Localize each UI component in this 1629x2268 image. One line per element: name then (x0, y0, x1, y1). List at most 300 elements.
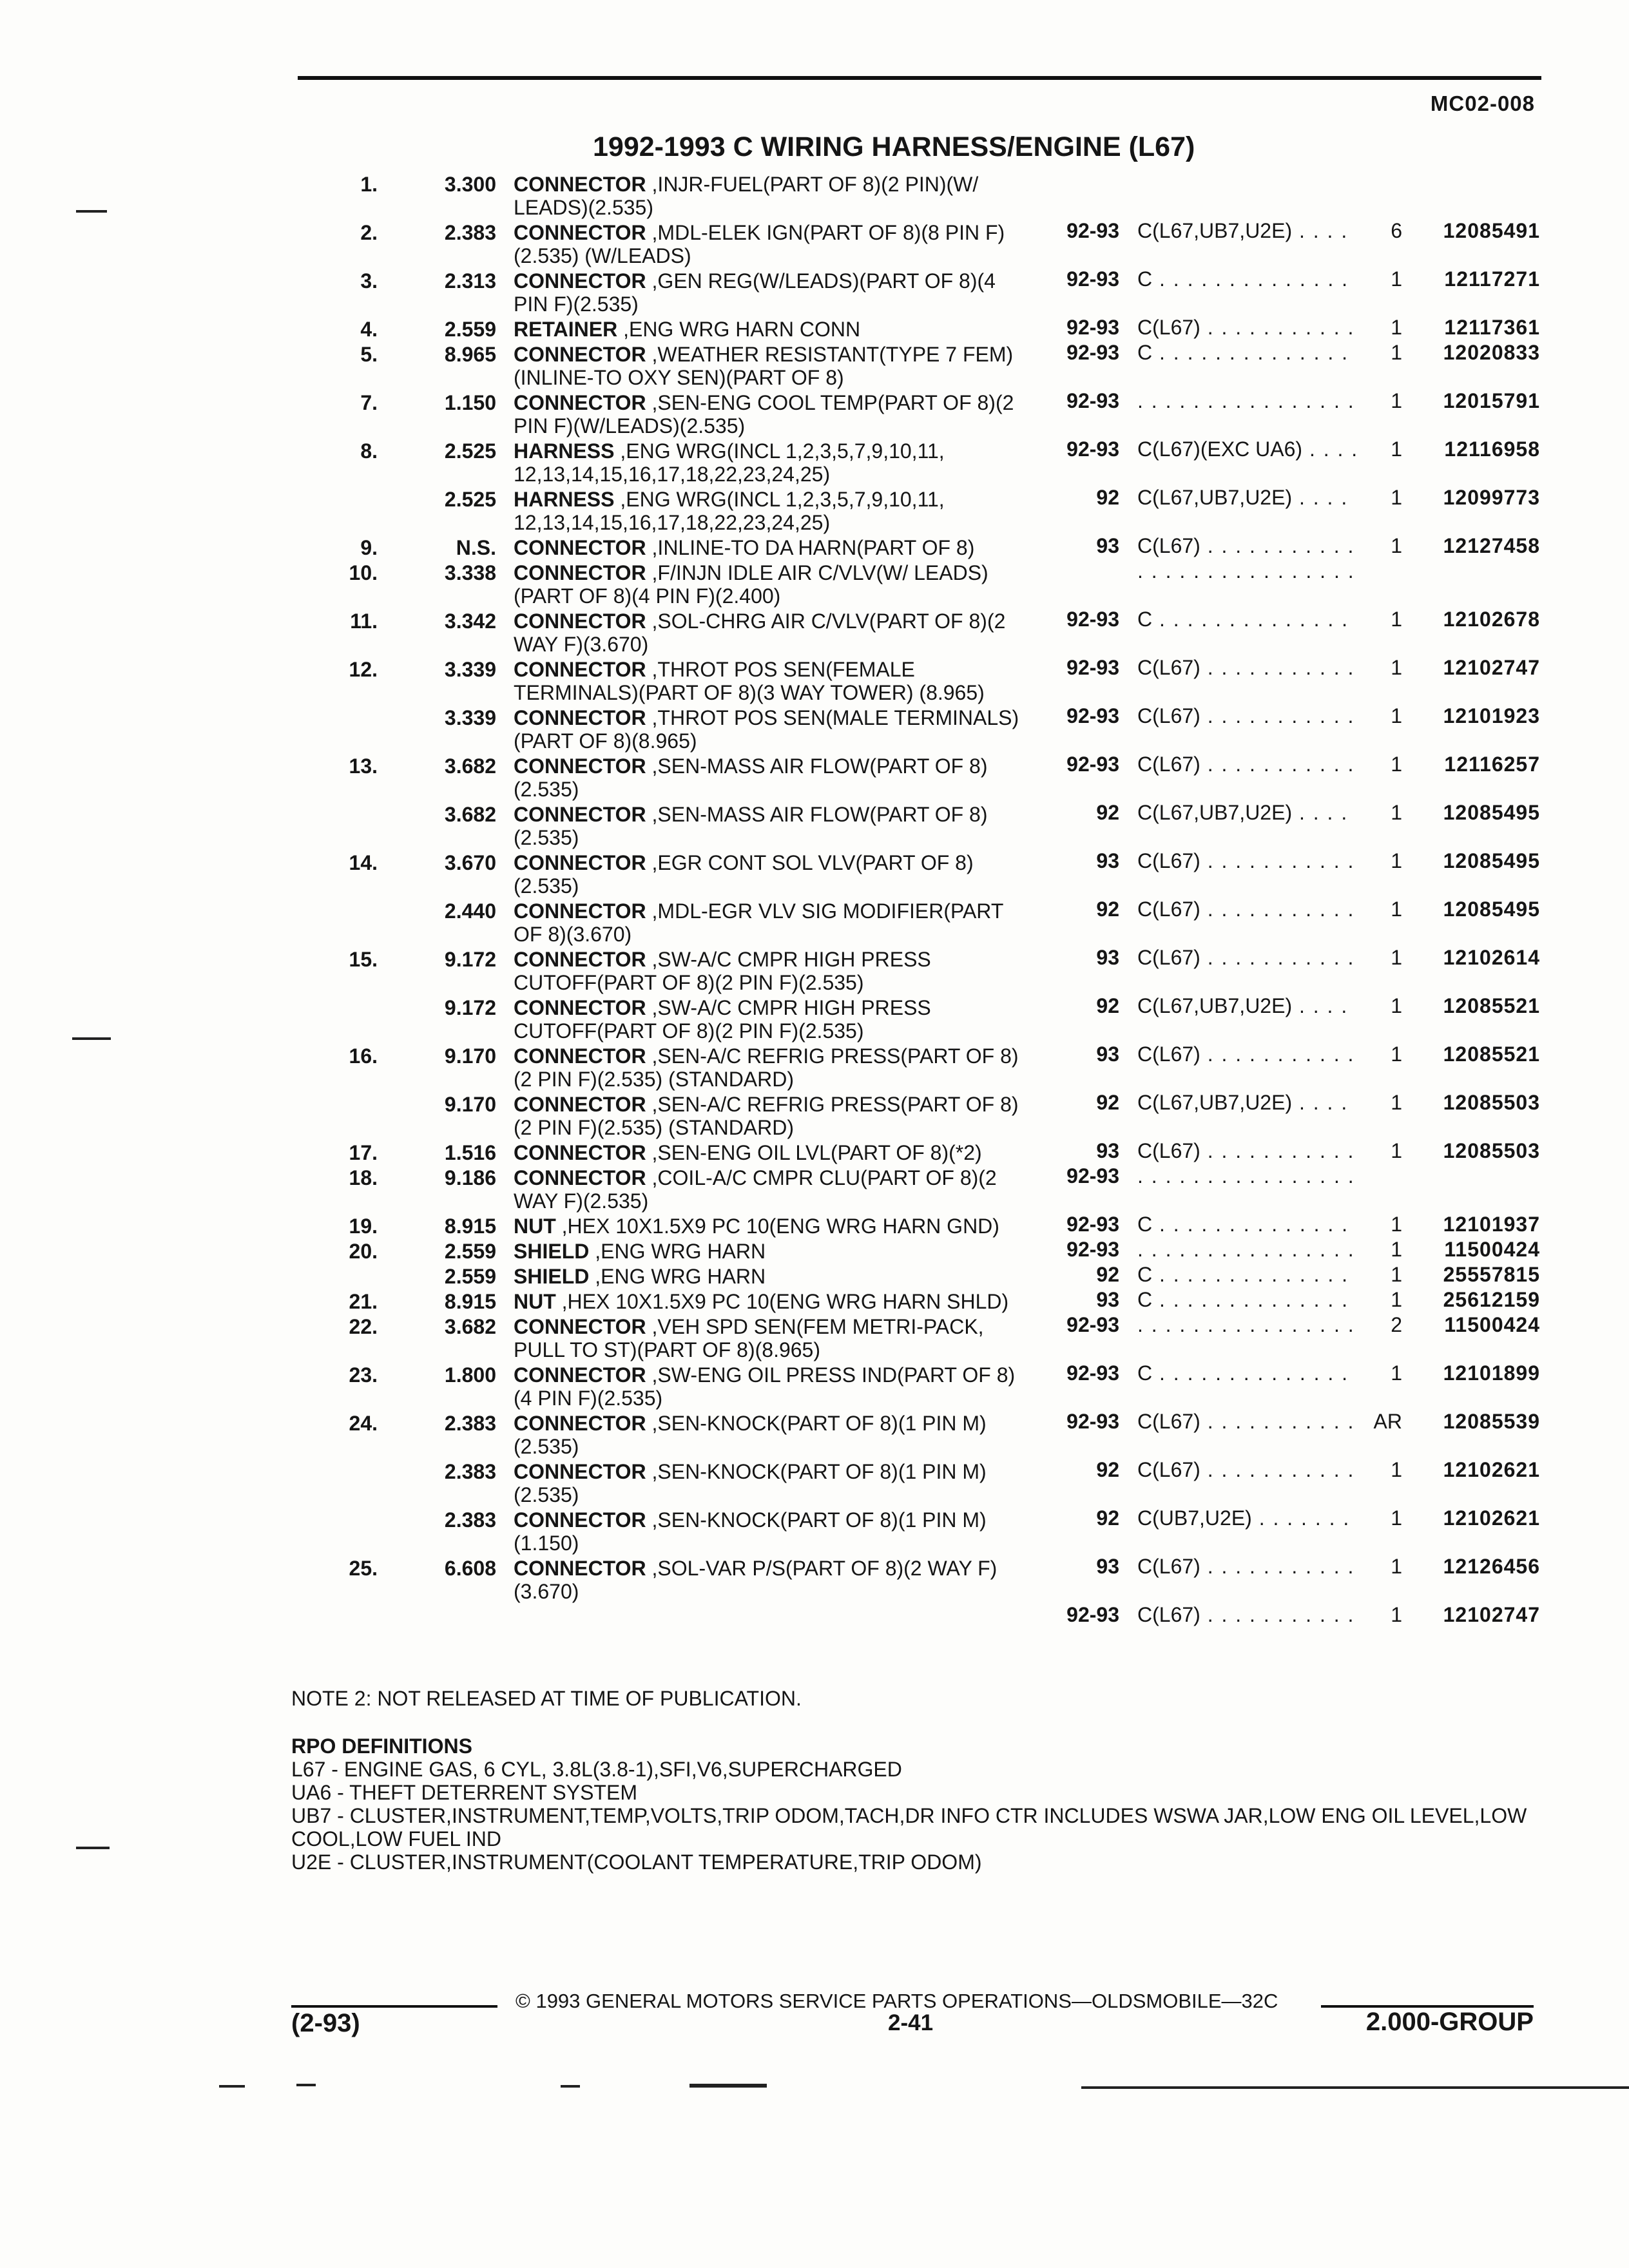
model-years: 92-93 (1066, 1410, 1119, 1433)
part-description (514, 948, 1029, 994)
usage-code: C . . . (1137, 1263, 1356, 1286)
part-description (514, 1265, 1029, 1288)
part-description (514, 1363, 1029, 1410)
model-years: 92 (1096, 1506, 1119, 1530)
part-detail: ,SEN-KNOCK(PART OF 8)(1 PIN M)(1.150) (514, 1508, 987, 1555)
scan-mark (561, 2085, 580, 2088)
part-detail: ,SOL-CHRG AIR C/VLV(PART OF 8)(2 WAY F)(3.670) (514, 610, 1006, 656)
item-number: 14. (349, 851, 378, 874)
model-years: 92-93 (1066, 219, 1119, 242)
part-name: CONNECTOR (514, 948, 646, 971)
usage-code: C(L67) . . . (1137, 753, 1356, 776)
part-description (514, 1508, 1029, 1555)
footer-group: 2.000-GROUP (1365, 2008, 1534, 2036)
part-number: 12015791 (1443, 389, 1540, 412)
item-number: 13. (349, 754, 378, 778)
rpo-line: UA6 - THEFT DETERRENT SYSTEM (291, 1781, 637, 1804)
part-detail: ,SEN-A/C REFRIG PRESS(PART OF 8)(2 PIN F)(2.535) (STANDARD) (514, 1044, 1019, 1091)
group-number: 2.383 (444, 221, 496, 244)
group-number: 2.383 (444, 1412, 496, 1435)
model-years: 92-93 (1066, 1213, 1119, 1236)
part-name: CONNECTOR (514, 1363, 646, 1387)
group-number: 2.525 (444, 488, 496, 511)
item-number: 25. (349, 1557, 378, 1580)
part-description (514, 488, 1029, 534)
group-number: 9.186 (444, 1166, 496, 1189)
quantity: 1 (1391, 267, 1402, 291)
model-years: 93 (1096, 1139, 1119, 1162)
item-number: 22. (349, 1315, 378, 1338)
group-number: 2.440 (444, 899, 496, 923)
item-number: 4. (360, 318, 378, 341)
item-number: 15. (349, 948, 378, 971)
quantity: 6 (1391, 219, 1402, 242)
part-description (514, 173, 1029, 219)
part-row (0, 439, 1629, 509)
part-number: 25557815 (1443, 1263, 1540, 1286)
model-years: 92-93 (1066, 1313, 1119, 1336)
quantity: 1 (1391, 946, 1402, 969)
quantity: 1 (1391, 1091, 1402, 1114)
quantity: 1 (1391, 1458, 1402, 1481)
item-number: 17. (349, 1141, 378, 1164)
part-number: 11500424 (1444, 1238, 1540, 1261)
usage-code: C(L67) . . . (1137, 1139, 1356, 1162)
part-description (514, 1240, 1029, 1263)
usage-code: C(L67,UB7,U2E) . . . (1137, 486, 1356, 509)
scan-mark (219, 2085, 245, 2088)
part-name: CONNECTOR (514, 1141, 646, 1164)
model-years: 92 (1096, 898, 1119, 921)
part-row (0, 536, 1629, 559)
part-number: 12102747 (1443, 656, 1540, 679)
usage-code: C(L67)(EXC UA6) . . . (1137, 437, 1356, 461)
header-rule (298, 76, 1541, 80)
part-detail: ,EGR CONT SOL VLV(PART OF 8) (2.535) (514, 851, 974, 898)
quantity: 1 (1391, 1043, 1402, 1066)
model-years: 93 (1096, 1555, 1119, 1578)
usage-code: C(L67) . . . (1137, 1410, 1356, 1433)
model-years: 92-93 (1066, 753, 1119, 776)
model-years: 92-93 (1066, 316, 1119, 339)
quantity: 1 (1391, 341, 1402, 364)
group-number: 3.339 (444, 658, 496, 681)
group-number: 2.525 (444, 439, 496, 463)
part-number: 12127458 (1443, 534, 1540, 557)
usage-code: C(L67) . . . (1137, 534, 1356, 557)
part-number: 12099773 (1443, 486, 1540, 509)
group-number: 1.516 (444, 1141, 496, 1164)
part-description (514, 610, 1029, 656)
part-detail: ,SW-ENG OIL PRESS IND(PART OF 8)(4 PIN F)(2.535) (514, 1363, 1016, 1410)
part-description (514, 221, 1029, 267)
part-description (514, 1315, 1029, 1361)
part-description (514, 899, 1029, 946)
item-number: 20. (349, 1240, 378, 1263)
model-years: 92-93 (1066, 704, 1119, 727)
group-number: 2.383 (444, 1460, 496, 1483)
part-name: CONNECTOR (514, 1412, 646, 1435)
part-row (0, 1557, 1629, 1626)
item-number: 23. (349, 1363, 378, 1387)
part-detail: ,SEN-ENG OIL LVL(PART OF 8)(*2) (651, 1141, 982, 1164)
quantity: 1 (1391, 1288, 1402, 1311)
quantity: 1 (1391, 1263, 1402, 1286)
item-number: 24. (349, 1412, 378, 1435)
part-detail: ,SOL-VAR P/S(PART OF 8)(2 WAY F)(3.670) (514, 1557, 998, 1603)
part-description (514, 391, 1029, 437)
part-name: CONNECTOR (514, 996, 646, 1019)
part-detail: ,VEH SPD SEN(FEM METRI-PACK, PULL TO ST)(PART OF 8)(8.965) (514, 1315, 984, 1361)
part-name: HARNESS (514, 439, 615, 463)
part-detail: ,SEN-MASS AIR FLOW(PART OF 8)(2.535) (514, 803, 988, 849)
part-detail: ,SEN-KNOCK(PART OF 8)(1 PIN M)(2.535) (514, 1460, 987, 1506)
part-detail: ,SEN-KNOCK(PART OF 8)(1 PIN M)(2.535) (514, 1412, 987, 1458)
parts-list (0, 173, 1629, 1626)
part-detail: ,ENG WRG(INCL 1,2,3,5,7,9,10,11, 12,13,14,15,16,17,18,22,23,24,25) (514, 439, 945, 486)
part-description (514, 1044, 1029, 1091)
item-number: 7. (360, 391, 378, 414)
part-detail: ,THROT POS SEN(MALE TERMINALS)(PART OF 8)(8.965) (514, 706, 1019, 753)
model-years: 93 (1096, 534, 1119, 557)
part-detail: ,SEN-A/C REFRIG PRESS(PART OF 8)(2 PIN F)(2.535) (STANDARD) (514, 1093, 1019, 1139)
usage-code: C(L67,UB7,U2E) . . . (1137, 219, 1356, 242)
part-detail: ,COIL-A/C CMPR CLU(PART OF 8)(2 WAY F)(2.535) (514, 1166, 997, 1213)
part-number: 12126456 (1443, 1555, 1540, 1578)
group-number: 3.682 (444, 803, 496, 826)
part-detail: ,SEN-ENG COOL TEMP(PART OF 8)(2 PIN F)(W/LEADS)(2.535) (514, 391, 1014, 437)
part-name: NUT (514, 1215, 556, 1238)
quantity: 1 (1391, 753, 1402, 776)
item-number: 2. (360, 221, 378, 244)
group-number: 6.608 (444, 1557, 496, 1580)
group-number: 3.339 (444, 706, 496, 729)
model-years: 92-93 (1066, 267, 1119, 291)
part-number: 12117361 (1444, 316, 1540, 339)
part-number: 12085521 (1443, 994, 1540, 1017)
group-number: 3.670 (444, 851, 496, 874)
part-name: CONNECTOR (514, 754, 646, 778)
part-number: 12101937 (1443, 1213, 1540, 1236)
page-title: 1992-1993 C WIRING HARNESS/ENGINE (L67) (593, 131, 1195, 162)
scan-mark (72, 1037, 111, 1040)
group-number: 8.915 (444, 1215, 496, 1238)
item-number: 12. (349, 658, 378, 681)
part-number: 12085491 (1443, 219, 1540, 242)
part-number: 12116257 (1444, 753, 1540, 776)
part-detail: ,SW-A/C CMPR HIGH PRESS CUTOFF(PART OF 8)(2 PIN F)(2.535) (514, 996, 931, 1043)
part-description (514, 851, 1029, 898)
part-detail: ,ENG WRG HARN CONN (623, 318, 861, 341)
model-years: 93 (1096, 1043, 1119, 1066)
part-name: CONNECTOR (514, 343, 646, 366)
quantity: 1 (1391, 656, 1402, 679)
model-years: 92-93 (1066, 1603, 1119, 1626)
part-name: CONNECTOR (514, 1093, 646, 1116)
rpo-line: U2E - CLUSTER,INSTRUMENT(COOLANT TEMPERATURE,TRIP ODOM) (291, 1850, 982, 1874)
usage-code: C(L67) . . . (1137, 849, 1356, 872)
quantity: 1 (1391, 389, 1402, 412)
rpo-line: UB7 - CLUSTER,INSTRUMENT,TEMP,VOLTS,TRIP ODOM,TACH,DR INFO CTR INCLUDES WSWA JAR,LOW ENG OIL LEVEL,LOW COOL,LOW FUEL IND (291, 1804, 1527, 1850)
group-number: N.S. (456, 536, 496, 559)
part-detail: ,HEX 10X1.5X9 PC 10(ENG WRG HARN GND) (561, 1215, 999, 1238)
part-description (514, 1141, 1029, 1164)
part-number: 12116958 (1444, 437, 1540, 461)
group-number: 3.682 (444, 754, 496, 778)
quantity: 1 (1391, 1213, 1402, 1236)
part-detail: ,WEATHER RESISTANT(TYPE 7 FEM)(INLINE-TO OXY SEN)(PART OF 8) (514, 343, 1014, 389)
part-detail: ,MDL-ELEK IGN(PART OF 8)(8 PIN F)(2.535) (W/LEADS) (514, 221, 1005, 267)
usage-code: C . . . (1137, 1361, 1356, 1385)
group-number: 3.300 (444, 173, 496, 196)
part-detail: ,INJR-FUEL(PART OF 8)(2 PIN)(W/ LEADS)(2.535) (514, 173, 979, 219)
document-code: MC02-008 (1430, 91, 1535, 115)
usage-code: C(L67,UB7,U2E) . . . (1137, 994, 1356, 1017)
part-number: 12020833 (1443, 341, 1540, 364)
part-number: 12085539 (1443, 1410, 1540, 1433)
part-name: CONNECTOR (514, 1166, 646, 1189)
rpo-heading: RPO DEFINITIONS (291, 1735, 472, 1758)
group-number: 2.559 (444, 318, 496, 341)
scan-mark (296, 2084, 316, 2086)
part-number: 25612159 (1443, 1288, 1540, 1311)
usage-code: C(L67) . . . (1137, 898, 1356, 921)
part-name: CONNECTOR (514, 221, 646, 244)
part-number: 12102621 (1443, 1458, 1540, 1481)
part-name: CONNECTOR (514, 269, 646, 293)
part-row (0, 1460, 1629, 1530)
part-name: CONNECTOR (514, 851, 646, 874)
part-name: CONNECTOR (514, 658, 646, 681)
part-name: CONNECTOR (514, 1508, 646, 1532)
model-years: 92 (1096, 1263, 1119, 1286)
item-number: 8. (360, 439, 378, 463)
part-name: NUT (514, 1290, 556, 1313)
part-detail: ,SEN-MASS AIR FLOW(PART OF 8)(2.535) (514, 754, 988, 801)
quantity: 1 (1391, 534, 1402, 557)
part-row (0, 948, 1629, 1017)
quantity: 1 (1391, 898, 1402, 921)
model-years: 92-93 (1066, 1164, 1119, 1187)
part-description (514, 706, 1029, 753)
usage-code: C(L67) . . . (1137, 1555, 1356, 1578)
item-number: 19. (349, 1215, 378, 1238)
group-number: 1.800 (444, 1363, 496, 1387)
part-number: 12085495 (1443, 801, 1540, 824)
part-number: 12102747 (1443, 1603, 1540, 1626)
scan-mark (689, 2084, 767, 2088)
model-years: 92-93 (1066, 389, 1119, 412)
model-years: 92-93 (1066, 341, 1119, 364)
quantity: 1 (1391, 801, 1402, 824)
part-detail: ,SW-A/C CMPR HIGH PRESS CUTOFF(PART OF 8)(2 PIN F)(2.535) (514, 948, 931, 994)
part-name: SHIELD (514, 1240, 590, 1263)
usage-code: C(L67) . . . (1137, 704, 1356, 727)
part-number: 11500424 (1444, 1313, 1540, 1336)
part-row (0, 1412, 1629, 1481)
part-description (514, 658, 1029, 704)
quantity: 1 (1391, 1555, 1402, 1578)
scan-mark (76, 210, 107, 213)
quantity: 1 (1391, 437, 1402, 461)
group-number: 9.170 (444, 1044, 496, 1068)
quantity: 1 (1391, 1603, 1402, 1626)
group-number: 9.170 (444, 1093, 496, 1116)
group-number: 1.150 (444, 391, 496, 414)
footer-rule-left (291, 2005, 497, 2008)
part-detail: ,ENG WRG(INCL 1,2,3,5,7,9,10,11, 12,13,14,15,16,17,18,22,23,24,25) (514, 488, 945, 534)
scan-mark (1081, 2086, 1629, 2089)
group-number: 2.559 (444, 1240, 496, 1263)
footer-copyright: © 1993 GENERAL MOTORS SERVICE PARTS OPERATIONS—OLDSMOBILE—32C (516, 1990, 1278, 2012)
group-number: 9.172 (444, 996, 496, 1019)
quantity: 1 (1391, 1506, 1402, 1530)
part-description (514, 1412, 1029, 1458)
group-number: 3.338 (444, 561, 496, 584)
footer-date: (2-93) (291, 2009, 360, 2037)
part-description (514, 1215, 1029, 1238)
model-years: 92 (1096, 1091, 1119, 1114)
group-number: 2.313 (444, 269, 496, 293)
part-name: RETAINER (514, 318, 618, 341)
part-name: CONNECTOR (514, 173, 646, 196)
part-description (514, 269, 1029, 316)
part-detail: ,HEX 10X1.5X9 PC 10(ENG WRG HARN SHLD) (561, 1290, 1009, 1313)
item-number: 18. (349, 1166, 378, 1189)
item-number: 3. (360, 269, 378, 293)
rpo-line: L67 - ENGINE GAS, 6 CYL, 3.8L(3.8-1),SFI,V6,SUPERCHARGED (291, 1758, 902, 1781)
part-name: HARNESS (514, 488, 615, 511)
model-years: 92-93 (1066, 656, 1119, 679)
part-description (514, 1290, 1029, 1313)
part-description (514, 561, 1029, 608)
model-years: 92 (1096, 801, 1119, 824)
part-detail: ,MDL-EGR VLV SIG MODIFIER(PART OF 8)(3.670) (514, 899, 1003, 946)
part-name: CONNECTOR (514, 1044, 646, 1068)
part-name: CONNECTOR (514, 1460, 646, 1483)
group-number: 2.559 (444, 1265, 496, 1288)
quantity: 2 (1391, 1313, 1402, 1336)
group-number: 8.915 (444, 1290, 496, 1313)
part-number: 12101923 (1443, 704, 1540, 727)
part-number: 12101899 (1443, 1361, 1540, 1385)
part-number: 12085503 (1443, 1139, 1540, 1162)
part-detail: ,THROT POS SEN(FEMALE TERMINALS)(PART OF 8)(3 WAY TOWER) (8.965) (514, 658, 985, 704)
usage-code: C . . . (1137, 267, 1356, 291)
part-number: 12102678 (1443, 608, 1540, 631)
usage-code: C(L67) . . . (1137, 1458, 1356, 1481)
part-description (514, 1557, 1029, 1603)
usage-code: C . . . (1137, 1288, 1356, 1311)
model-years: 92-93 (1066, 437, 1119, 461)
usage-code: C(L67) . . . (1137, 316, 1356, 339)
quantity: 1 (1391, 608, 1402, 631)
quantity: 1 (1391, 1139, 1402, 1162)
part-name: CONNECTOR (514, 1315, 646, 1338)
part-description (514, 343, 1029, 389)
item-number: 1. (360, 173, 378, 196)
part-number: 12117271 (1444, 267, 1540, 291)
part-name: CONNECTOR (514, 561, 646, 584)
part-number: 12102614 (1443, 946, 1540, 969)
part-description (514, 318, 1029, 341)
item-number: 21. (349, 1290, 378, 1313)
part-number: 12085495 (1443, 898, 1540, 921)
usage-code: C . . . (1137, 608, 1356, 631)
quantity: 1 (1391, 849, 1402, 872)
part-name: CONNECTOR (514, 803, 646, 826)
item-number: 11. (350, 610, 378, 633)
quantity: 1 (1391, 1361, 1402, 1385)
part-description (514, 754, 1029, 801)
part-description (514, 996, 1029, 1043)
item-number: 5. (360, 343, 378, 366)
model-years: 92-93 (1066, 1238, 1119, 1261)
quantity: AR (1373, 1410, 1402, 1433)
part-row (0, 1044, 1629, 1114)
model-years: 92 (1096, 994, 1119, 1017)
part-row (0, 754, 1629, 824)
quantity: 1 (1391, 1238, 1402, 1261)
usage-code: C(L67) . . . (1137, 946, 1356, 969)
part-name: CONNECTOR (514, 706, 646, 729)
model-years: 92 (1096, 1458, 1119, 1481)
part-description (514, 1166, 1029, 1213)
part-description (514, 439, 1029, 486)
part-description (514, 536, 1029, 559)
quantity: 1 (1391, 704, 1402, 727)
item-number: 10. (349, 561, 378, 584)
part-row (0, 1240, 1629, 1286)
part-name: CONNECTOR (514, 391, 646, 414)
publication-note: NOTE 2: NOT RELEASED AT TIME OF PUBLICATION. (291, 1687, 802, 1710)
part-number: 12102621 (1443, 1506, 1540, 1530)
group-number: 8.965 (444, 343, 496, 366)
usage-code: C(UB7,U2E) . . . (1137, 1506, 1356, 1530)
part-number: 12085503 (1443, 1091, 1540, 1114)
item-number: 16. (349, 1044, 378, 1068)
part-detail: ,INLINE-TO DA HARN(PART OF 8) (651, 536, 975, 559)
quantity: 1 (1391, 316, 1402, 339)
part-number: 12085521 (1443, 1043, 1540, 1066)
quantity: 1 (1391, 486, 1402, 509)
usage-code: C(L67,UB7,U2E) . . . (1137, 1091, 1356, 1114)
usage-code: C(L67) . . . (1137, 656, 1356, 679)
part-description (514, 803, 1029, 849)
model-years: 92-93 (1066, 1361, 1119, 1385)
part-detail: ,GEN REG(W/LEADS)(PART OF 8)(4 PIN F)(2.535) (514, 269, 996, 316)
usage-code: C(L67) . . . (1137, 1603, 1356, 1626)
usage-code: C . . . (1137, 1213, 1356, 1236)
model-years: 92-93 (1066, 608, 1119, 631)
part-detail: ,ENG WRG HARN (595, 1265, 766, 1288)
usage-code: C . . . (1137, 341, 1356, 364)
group-number: 3.682 (444, 1315, 496, 1338)
scan-mark (76, 1847, 110, 1849)
model-years: 93 (1096, 849, 1119, 872)
item-number: 9. (360, 536, 378, 559)
quantity: 1 (1391, 994, 1402, 1017)
group-number: 9.172 (444, 948, 496, 971)
part-name: CONNECTOR (514, 899, 646, 923)
part-name: CONNECTOR (514, 610, 646, 633)
part-row (0, 658, 1629, 727)
part-number: 12085495 (1443, 849, 1540, 872)
part-detail: ,F/INJN IDLE AIR C/VLV(W/ LEADS)(PART OF 8)(4 PIN F)(2.400) (514, 561, 988, 608)
usage-code: C(L67,UB7,U2E) . . . (1137, 801, 1356, 824)
group-number: 3.342 (444, 610, 496, 633)
group-number: 2.383 (444, 1508, 496, 1532)
